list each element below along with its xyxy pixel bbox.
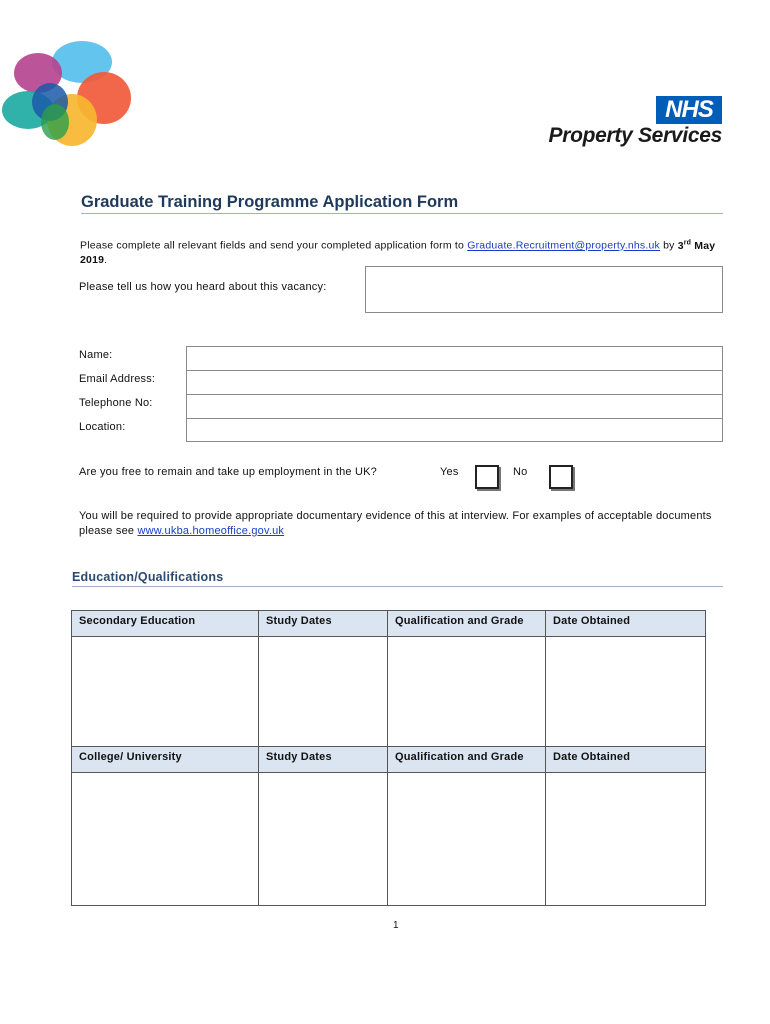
intro-text: Please complete all relevant fields and send your completed application form to bbox=[80, 239, 468, 252]
secondary-header-row bbox=[72, 611, 706, 637]
telephone-field[interactable] bbox=[187, 394, 722, 419]
evidence-text: You will be required to provide appropriate documentary evidence of this at interview. For examples of acceptable documents please see bbox=[79, 510, 712, 537]
header-date-obtained: Date Obtained bbox=[546, 747, 706, 773]
recruitment-email-link[interactable]: Graduate.Recruitment@property.nhs.uk bbox=[467, 239, 660, 252]
page-title: Graduate Training Programme Application Form bbox=[81, 193, 459, 211]
deadline-day: 3 bbox=[677, 239, 684, 252]
education-section-title: Education/Qualifications bbox=[72, 570, 224, 584]
college-qualification-cell[interactable] bbox=[388, 773, 546, 906]
secondary-study-dates-cell[interactable] bbox=[259, 637, 388, 747]
email-field[interactable] bbox=[187, 370, 722, 395]
college-date-obtained-cell[interactable] bbox=[546, 773, 706, 906]
deadline-rest: May 2019 bbox=[80, 239, 716, 266]
yes-label: Yes bbox=[440, 466, 459, 478]
intro-by: by bbox=[659, 239, 678, 252]
secondary-education-cell[interactable] bbox=[72, 637, 259, 747]
header-date-obtained: Date Obtained bbox=[546, 611, 706, 637]
title-divider bbox=[81, 213, 723, 214]
yes-checkbox[interactable] bbox=[475, 465, 499, 489]
header-college-university: College/ University bbox=[72, 747, 259, 773]
brand-subtitle: Property Services bbox=[548, 124, 722, 147]
no-label: No bbox=[513, 466, 528, 478]
header-qualification-grade: Qualification and Grade bbox=[388, 611, 546, 637]
college-header-row bbox=[72, 747, 706, 773]
section-divider bbox=[72, 586, 723, 587]
heard-vacancy-field[interactable] bbox=[365, 266, 723, 313]
location-field[interactable] bbox=[187, 418, 722, 443]
secondary-entry-row bbox=[72, 637, 706, 747]
header-qualification-grade: Qualification and Grade bbox=[388, 747, 546, 773]
header-study-dates: Study Dates bbox=[259, 611, 388, 637]
property-services-logo-icon bbox=[0, 40, 140, 152]
deadline-end: . bbox=[104, 253, 108, 266]
education-table bbox=[71, 610, 706, 906]
name-field[interactable] bbox=[187, 347, 722, 370]
page-number: 1 bbox=[393, 920, 399, 931]
intro-paragraph bbox=[80, 236, 725, 267]
header-secondary-education: Secondary Education bbox=[72, 611, 259, 637]
college-university-cell[interactable] bbox=[72, 773, 259, 906]
deadline-sup: rd bbox=[683, 239, 692, 246]
ukba-link[interactable]: www.ukba.homeoffice.gov.uk bbox=[137, 525, 285, 537]
header-study-dates: Study Dates bbox=[259, 747, 388, 773]
heard-label: Please tell us how you heard about this vacancy: bbox=[79, 281, 327, 293]
uk-question: Are you free to remain and take up employment in the UK? bbox=[79, 466, 377, 478]
college-entry-row bbox=[72, 773, 706, 906]
location-label: Location: bbox=[79, 421, 126, 433]
telephone-label: Telephone No: bbox=[79, 397, 153, 409]
evidence-note bbox=[79, 509, 729, 539]
secondary-date-obtained-cell[interactable] bbox=[546, 637, 706, 747]
nhs-logo: NHS bbox=[656, 96, 722, 124]
college-study-dates-cell[interactable] bbox=[259, 773, 388, 906]
no-checkbox[interactable] bbox=[549, 465, 573, 489]
name-label: Name: bbox=[79, 349, 113, 361]
email-label: Email Address: bbox=[79, 373, 156, 385]
contact-fields bbox=[186, 346, 723, 442]
secondary-qualification-cell[interactable] bbox=[388, 637, 546, 747]
